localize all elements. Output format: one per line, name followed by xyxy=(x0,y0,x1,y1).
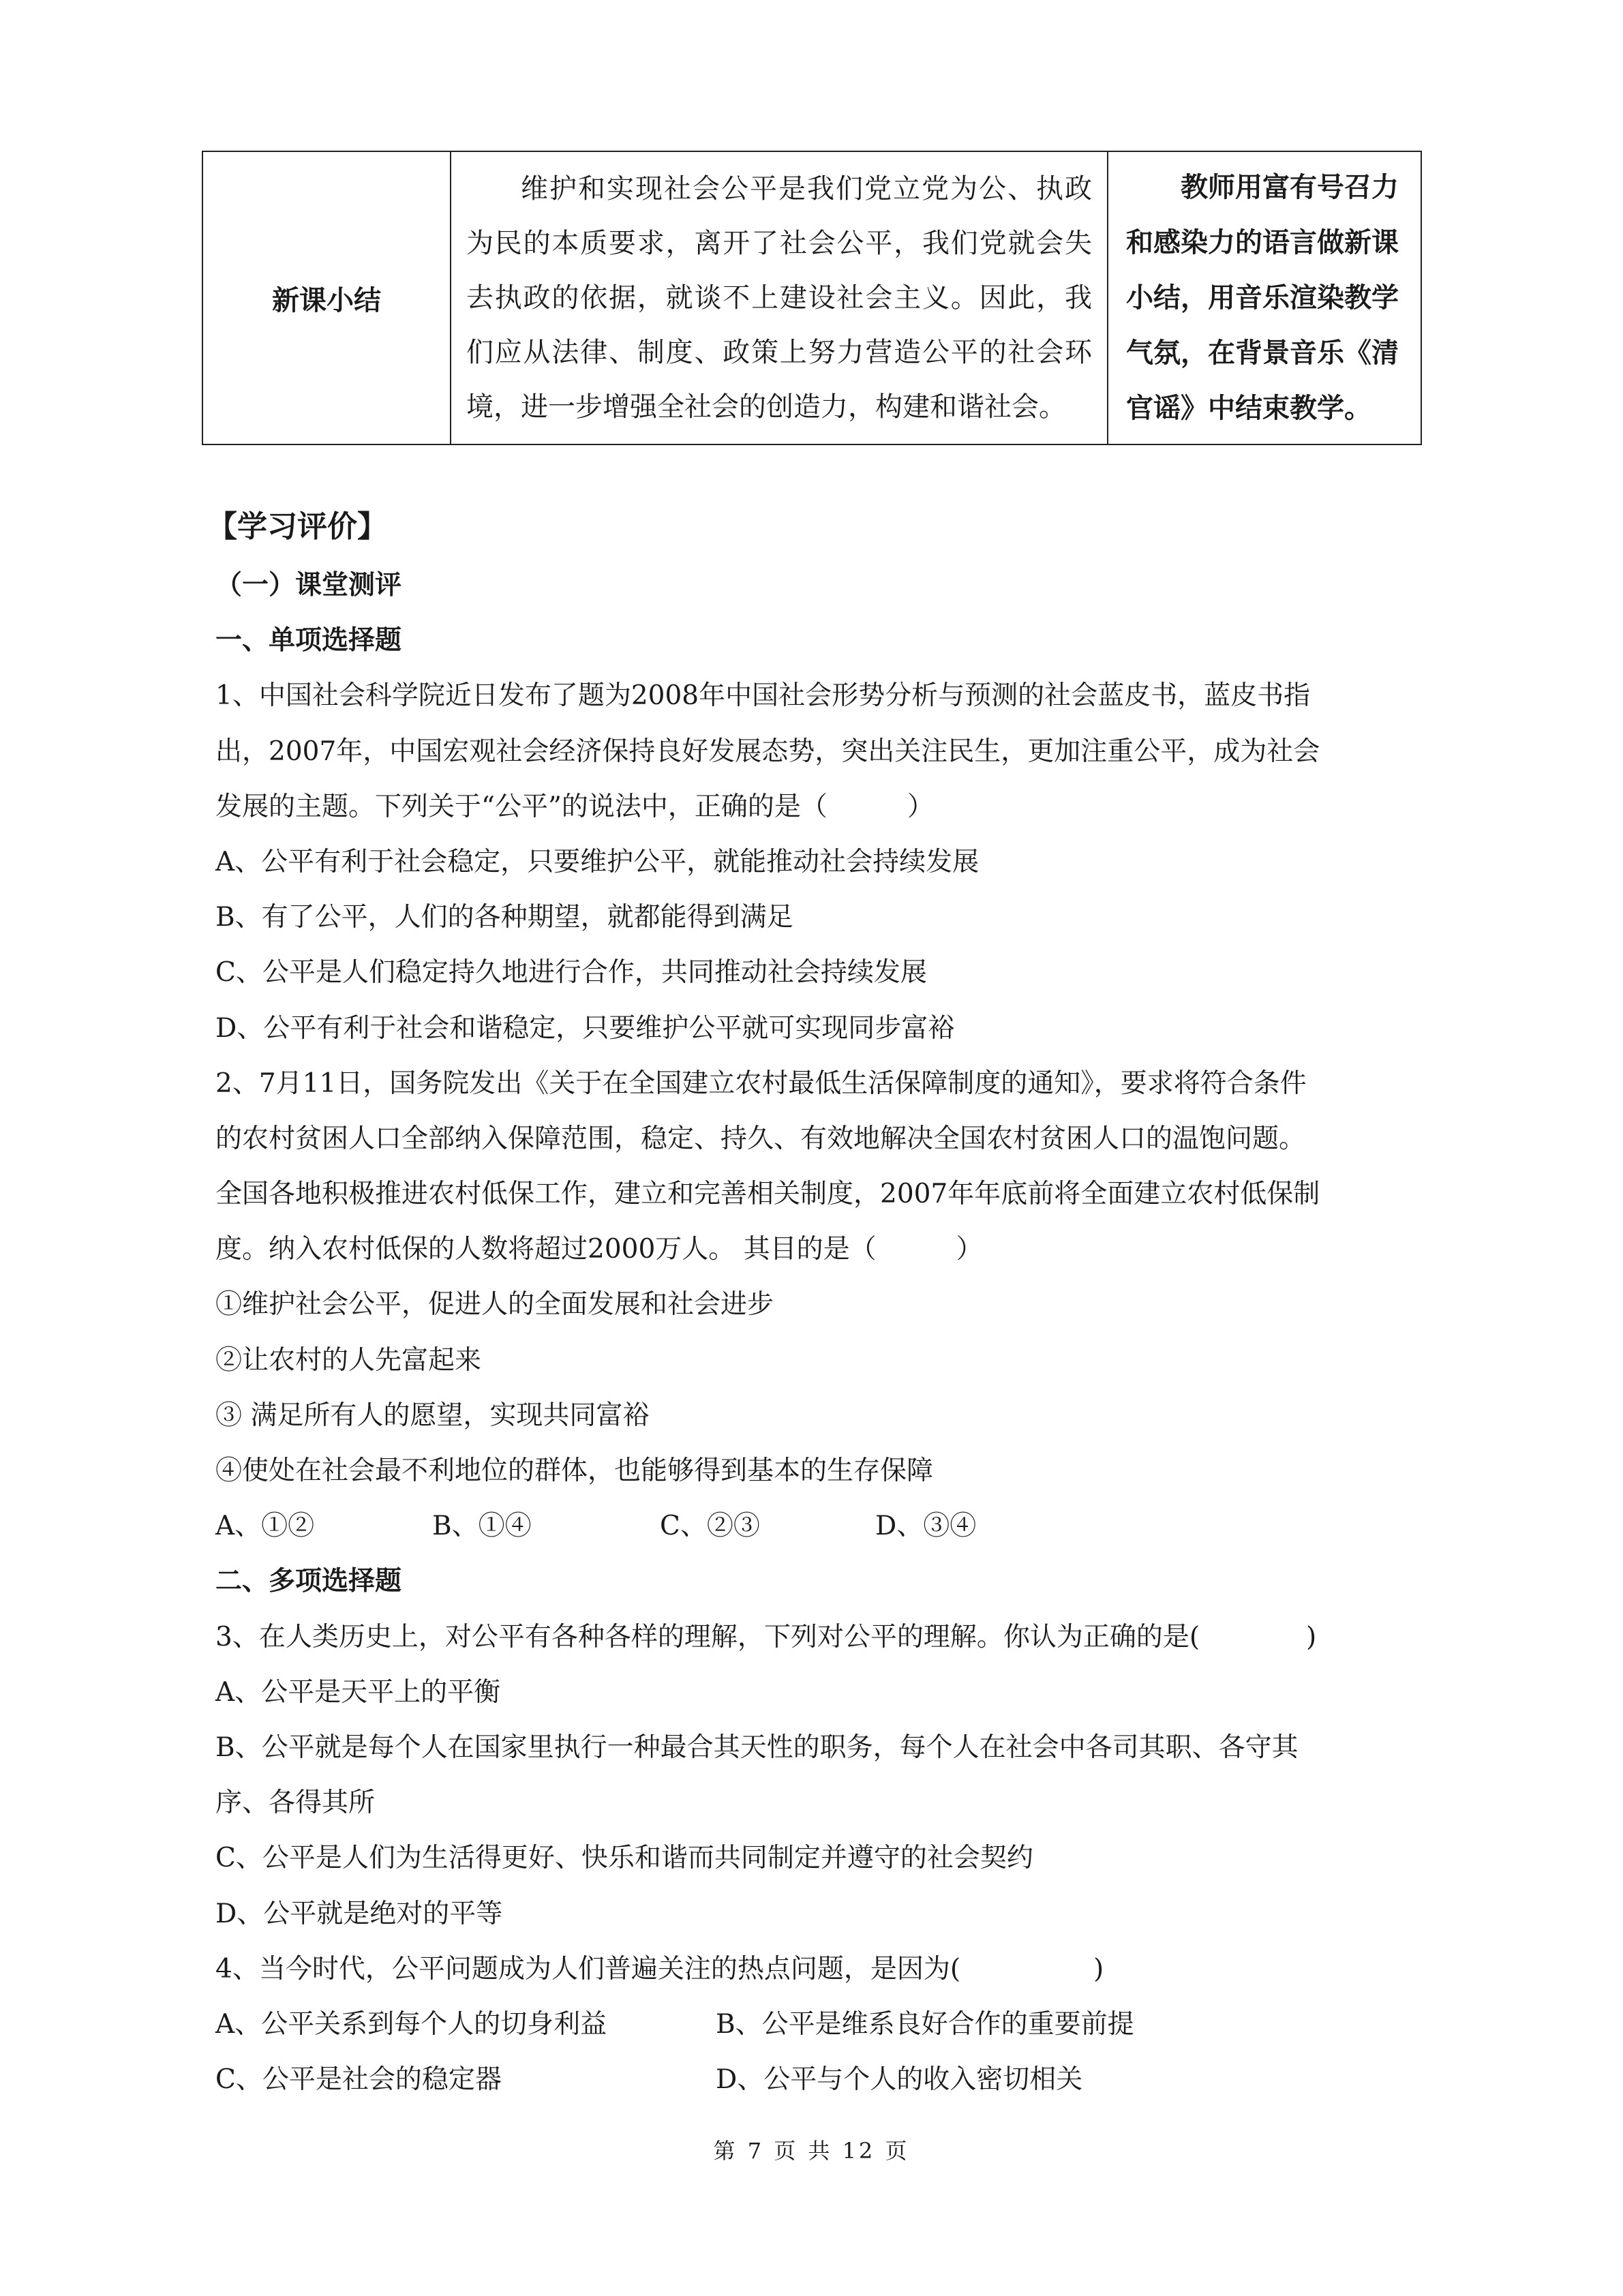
text-line: D、公平就是绝对的平等 xyxy=(215,1898,503,1929)
q4-option-b: B、公平是维系良好合作的重要前提 xyxy=(716,2008,1134,2040)
text-line: ①维护社会公平，促进人的全面发展和社会进步 xyxy=(215,1289,774,1320)
subheading: 一、单项选择题 xyxy=(215,625,402,656)
text-line: B、公平就是每个人在国家里执行一种最合其天性的职务，每个人在社会中各司其职、各守其 xyxy=(215,1732,1299,1763)
text-line: ②让农村的人先富起来 xyxy=(215,1344,482,1376)
text-line: ③ 满足所有人的愿望，实现共同富裕 xyxy=(215,1400,650,1431)
lesson-summary-table xyxy=(202,151,1422,445)
q4-options-row-2 xyxy=(215,2052,1401,2107)
text-line: C、公平是人们为生活得更好、快乐和谐而共同制定并遵守的社会契约 xyxy=(215,1843,1033,1874)
q2-option-b: B、①④ xyxy=(432,1511,532,1542)
text-line: 度。纳入农村低保的人数将超过2000万人。 其目的是（ ） xyxy=(215,1234,983,1265)
teaching-note-cell: 教师用富有号召力和感染力的语言做新课小结，用音乐渲染教学气氛，在背景音乐《清官谣》中结束教学。 xyxy=(1108,151,1421,444)
q4-options-row-1 xyxy=(215,1997,1401,2052)
q2-option-c: C、②③ xyxy=(660,1511,760,1542)
question-block-multiple xyxy=(215,1554,1401,1997)
text-line: C、公平是人们稳定持久地进行合作，共同推动社会持续发展 xyxy=(215,957,927,988)
q2-option-a: A、①② xyxy=(215,1511,315,1542)
subheading: 二、多项选择题 xyxy=(215,1566,402,1597)
subheading: （一）课堂测评 xyxy=(215,570,402,601)
section-title: 【学习评价】 xyxy=(207,509,387,544)
text-line: B、有了公平，人们的各种期望，就都能得到满足 xyxy=(215,902,793,933)
q2-option-d: D、③④ xyxy=(875,1511,977,1542)
text-line: D、公平有利于社会和谐稳定，只要维护公平就可实现同步富裕 xyxy=(215,1012,955,1044)
page-footer: 第 7 页 共 12 页 xyxy=(713,2138,910,2164)
q4-option-a: A、公平关系到每个人的切身利益 xyxy=(215,2008,607,2040)
text-line: A、公平是天平上的平衡 xyxy=(215,1676,501,1708)
text-line: 发展的主题。下列关于“公平”的说法中，正确的是（ ） xyxy=(215,791,934,822)
text-line: 序、各得其所 xyxy=(215,1787,376,1819)
text-line: 1、中国社会科学院近日发布了题为2008年中国社会形势分析与预测的社会蓝皮书，蓝皮书指 xyxy=(215,680,1311,712)
text-line: 3、在人类历史上，对公平有各种各样的理解，下列对公平的理解。你认为正确的是( ) xyxy=(215,1621,1317,1652)
q2-options xyxy=(215,1498,1401,1554)
text-line: 2、7月11日，国务院发出《关于在全国建立农村最低生活保障制度的通知》，要求将符合条件 xyxy=(215,1068,1307,1099)
text-line: 的农村贫困人口全部纳入保障范围，稳定、持久、有效地解决全国农村贫困人口的温饱问题。 xyxy=(215,1123,1306,1154)
text-line: ④使处在社会最不利地位的群体，也能够得到基本的生存保障 xyxy=(215,1455,934,1486)
summary-label-cell: 新课小结 xyxy=(202,151,451,444)
assessment-section xyxy=(207,496,1401,2107)
q4-option-d: D、公平与个人的收入密切相关 xyxy=(716,2064,1083,2096)
question-block-single xyxy=(215,558,1401,1498)
text-line: 4、当今时代，公平问题成为人们普遍关注的热点问题，是因为( ) xyxy=(215,1953,1104,1984)
text-line: 出，2007年，中国宏观社会经济保持良好发展态势，突出关注民生，更加注重公平，成为社会 xyxy=(215,736,1320,767)
q4-option-c: C、公平是社会的稳定器 xyxy=(215,2064,502,2096)
text-line: A、公平有利于社会稳定，只要维护公平，就能推动社会持续发展 xyxy=(215,846,980,877)
text-line: 全国各地积极推进农村低保工作，建立和完善相关制度，2007年年底前将全面建立农村低保制 xyxy=(215,1179,1320,1210)
summary-content-cell: 维护和实现社会公平是我们党立党为公、执政为民的本质要求，离开了社会公平，我们党就会失去执政的依据，就谈不上建设社会主义。因此，我们应从法律、制度、政策上努力营造公平的社会环境，进一步增强全社会的创造力，构建和谐社会。 xyxy=(451,151,1108,444)
